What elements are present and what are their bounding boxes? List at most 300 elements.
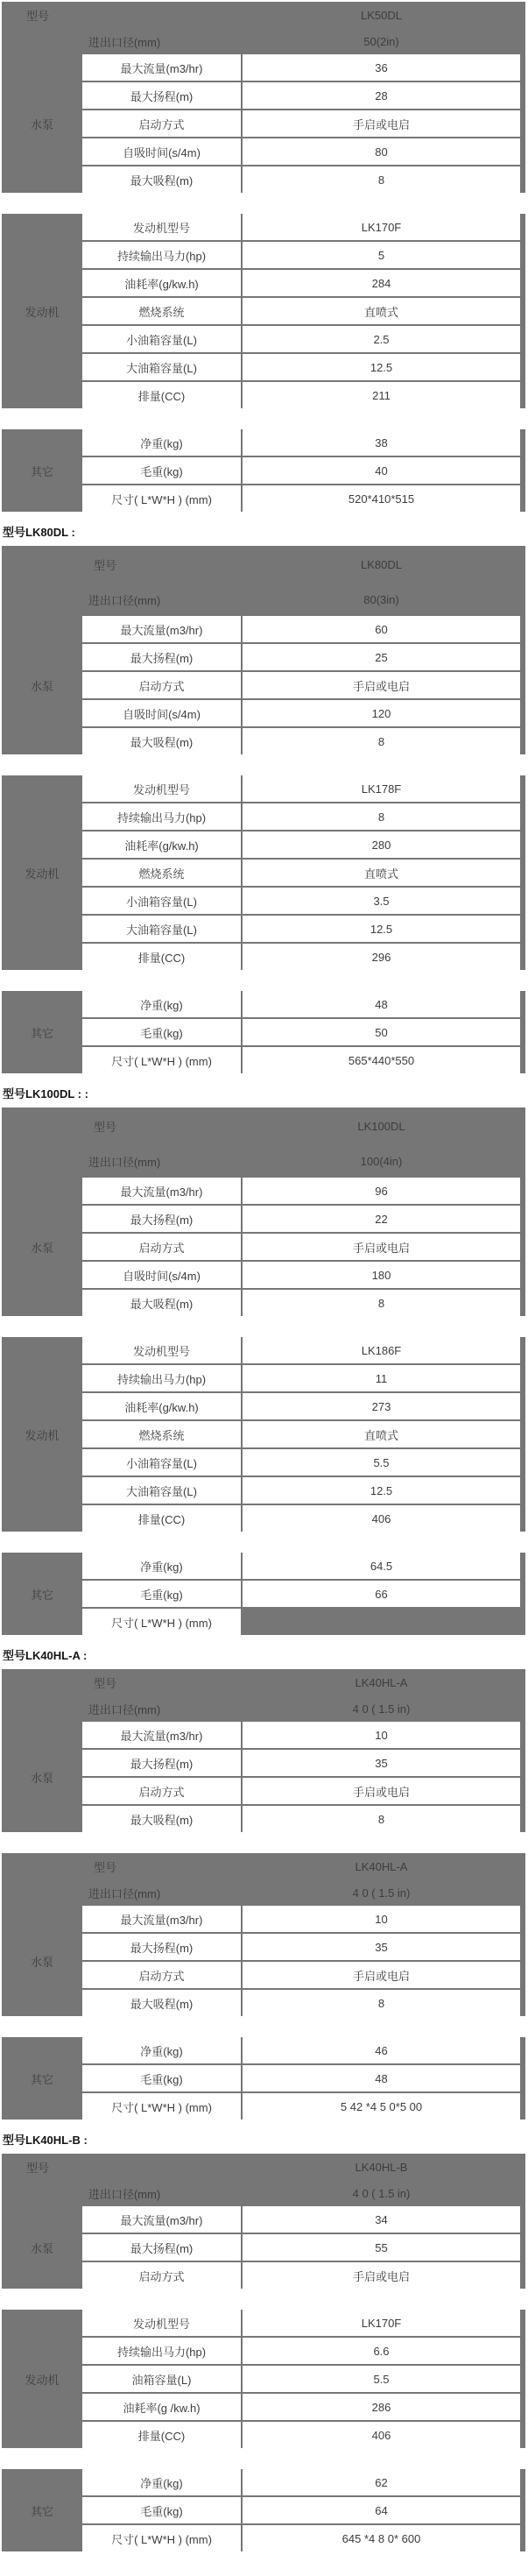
model-section — [2, 2, 525, 512]
spec-label: 毛重(kg) — [82, 2497, 241, 2523]
spec-label: 净重(kg) — [82, 2037, 241, 2063]
model-label: 型号 — [26, 9, 50, 23]
spec-value: 手启或电启 — [243, 1234, 520, 1260]
spec-value — [243, 1609, 520, 1635]
group-label-cell — [2, 1337, 82, 1532]
spec-value: 直喷式 — [243, 1421, 520, 1447]
spec-value: 5 — [243, 242, 520, 268]
spec-rows — [82, 616, 520, 754]
spec-label: 最大扬程(m) — [82, 1206, 241, 1232]
spec-row — [82, 1393, 520, 1419]
port-size-label: 进出口径(mm) — [88, 1886, 161, 1900]
model-label: 型号 — [94, 1120, 117, 1134]
spec-row — [82, 242, 520, 268]
spec-value: LK186F — [243, 1337, 520, 1363]
spec-label: 毛重(kg) — [82, 1019, 241, 1045]
spec-row — [82, 1806, 520, 1832]
spec-table — [2, 2154, 525, 2289]
spec-value: 406 — [243, 1505, 520, 1532]
model-label: 型号 — [94, 1860, 117, 1874]
spec-row — [82, 1477, 520, 1504]
table-body — [2, 1178, 520, 1316]
spec-value: 34 — [243, 2206, 520, 2233]
spec-row — [82, 1778, 520, 1804]
spec-label: 发动机型号 — [82, 775, 241, 802]
spec-rows — [82, 2037, 520, 2120]
spec-row — [82, 775, 520, 802]
spec-row — [82, 860, 520, 886]
spec-value: 35 — [243, 1934, 520, 1960]
model-row — [2, 1853, 520, 1879]
spec-value: 10 — [243, 1722, 520, 1748]
spec-row — [82, 2338, 520, 2364]
spec-row — [82, 803, 520, 830]
model-value: LK40HL-B — [355, 2160, 408, 2174]
spec-row — [82, 1934, 520, 1960]
spec-label: 启动方式 — [82, 1778, 241, 1804]
spec-value: 66 — [243, 1581, 520, 1607]
spec-row — [82, 672, 520, 698]
group-label-cell — [2, 2206, 82, 2289]
spec-table — [2, 1337, 525, 1532]
spec-value: 12.5 — [243, 1477, 520, 1504]
spec-row — [82, 2065, 520, 2091]
spec-value: 60 — [243, 616, 520, 642]
spec-row — [82, 2262, 520, 2289]
spec-label: 启动方式 — [82, 1234, 241, 1260]
spec-label: 小油箱容量(L) — [82, 326, 241, 352]
table-body — [2, 2037, 520, 2120]
spec-row — [82, 916, 520, 942]
spec-row — [82, 2497, 520, 2523]
spec-label: 燃烧系统 — [82, 860, 241, 886]
spec-value: 5.5 — [243, 2366, 520, 2392]
spec-label: 启动方式 — [82, 1962, 241, 1988]
spec-label: 大油箱容量(L) — [82, 916, 241, 942]
spec-row — [82, 1962, 520, 1988]
spec-row — [82, 728, 520, 754]
spec-value: 48 — [243, 2065, 520, 2091]
spec-value: 48 — [243, 991, 520, 1017]
spec-value: LK170F — [243, 2310, 520, 2336]
model-section — [2, 1649, 525, 2120]
group-label-cell — [2, 991, 82, 1073]
spec-label: 净重(kg) — [82, 1553, 241, 1579]
group-label-cell — [2, 2469, 82, 2551]
spec-table — [2, 2, 525, 193]
port-size-label: 进出口径(mm) — [88, 1155, 161, 1169]
spec-table — [2, 1553, 525, 1635]
spec-table — [2, 1108, 525, 1316]
table-body — [2, 1337, 520, 1532]
spec-label: 最大扬程(m) — [82, 82, 241, 109]
spec-label: 燃烧系统 — [82, 298, 241, 324]
spec-row — [82, 1262, 520, 1288]
group-label: 水泵 — [30, 117, 53, 131]
spec-row — [82, 1505, 520, 1532]
spec-value: 手启或电启 — [243, 2262, 520, 2289]
group-label-cell — [2, 429, 82, 512]
table-body — [2, 1722, 520, 1832]
spec-value: 8 — [243, 1290, 520, 1316]
spec-label: 尺寸( L*W*H ) (mm) — [82, 485, 241, 512]
section-heading: 型号LK40HL-B : — [3, 2134, 88, 2147]
spec-row — [82, 457, 520, 484]
spec-row — [82, 1722, 520, 1748]
spec-label: 自吸时间(s/4m) — [82, 700, 241, 726]
spec-value: 35 — [243, 1750, 520, 1776]
spec-row — [82, 354, 520, 380]
spec-value: 40 — [243, 457, 520, 484]
port-size-row — [2, 2180, 520, 2206]
spec-label: 油耗率(g/kw.h) — [82, 270, 241, 296]
port-size-row — [2, 583, 520, 616]
spec-label: 最大扬程(m) — [82, 644, 241, 670]
spec-label: 排量(CC) — [82, 382, 241, 408]
spec-label: 最大吸程(m) — [82, 728, 241, 754]
spec-label: 自吸时间(s/4m) — [82, 138, 241, 165]
spec-table — [2, 2469, 525, 2551]
spec-row — [82, 1553, 520, 1579]
spec-label: 油耗率(g /kw.h) — [82, 2394, 241, 2420]
group-label-cell — [2, 54, 82, 193]
spec-value: 62 — [243, 2469, 520, 2495]
spec-table — [2, 2310, 525, 2448]
spec-value: 12.5 — [243, 916, 520, 942]
spec-label: 最大吸程(m) — [82, 1290, 241, 1316]
model-section — [2, 1087, 525, 1635]
group-label-cell — [2, 1553, 82, 1635]
spec-value: 286 — [243, 2394, 520, 2420]
port-size-label: 进出口径(mm) — [88, 2187, 161, 2201]
spec-row — [82, 888, 520, 914]
spec-table — [2, 991, 525, 1073]
group-label-cell — [2, 616, 82, 754]
port-size-row — [2, 28, 520, 54]
table-body — [2, 2310, 520, 2448]
port-size-value: 50(2in) — [363, 34, 399, 48]
spec-value: 22 — [243, 1206, 520, 1232]
spec-value: 8 — [243, 1990, 520, 2016]
spec-rows — [82, 2469, 520, 2551]
spec-row — [82, 1290, 520, 1316]
spec-label: 启动方式 — [82, 2262, 241, 2289]
spec-row — [82, 1178, 520, 1204]
spec-value: 565*440*550 — [243, 1047, 520, 1073]
spec-label: 油耗率(g/kw.h) — [82, 1393, 241, 1419]
spec-label: 净重(kg) — [82, 2469, 241, 2495]
spec-value: LK178F — [243, 775, 520, 802]
spec-row — [82, 616, 520, 642]
spec-value: 5 42 *4 5 0*5 00 — [243, 2093, 520, 2120]
spec-row — [82, 1206, 520, 1232]
spec-table — [2, 214, 525, 408]
group-label: 水泵 — [30, 1771, 53, 1785]
spec-row — [82, 1449, 520, 1476]
model-value: LK40HL-A — [355, 1675, 408, 1689]
port-size-label: 进出口径(mm) — [88, 35, 161, 49]
spec-row — [82, 54, 520, 81]
spec-label: 排量(CC) — [82, 944, 241, 970]
spec-row — [82, 82, 520, 109]
group-label-cell — [2, 2037, 82, 2120]
spec-value: 296 — [243, 944, 520, 970]
spec-row — [82, 270, 520, 296]
spec-value: 38 — [243, 429, 520, 456]
spec-rows — [82, 214, 520, 408]
spec-row — [82, 1906, 520, 1932]
port-size-row — [2, 1144, 520, 1178]
spec-value: 直喷式 — [243, 860, 520, 886]
spec-label: 最大流量(m3/hr) — [82, 1906, 241, 1932]
spec-row — [82, 382, 520, 408]
spec-label: 油箱容量(L) — [82, 2366, 241, 2392]
spec-row — [82, 991, 520, 1017]
spec-row — [82, 832, 520, 858]
spec-value: 手启或电启 — [243, 110, 520, 137]
spec-row — [82, 2093, 520, 2120]
section-heading: 型号LK80DL : — [3, 526, 75, 539]
spec-table — [2, 1853, 525, 2016]
spec-label: 毛重(kg) — [82, 1581, 241, 1607]
spec-row — [82, 429, 520, 456]
group-label: 水泵 — [30, 1241, 53, 1255]
spec-value: 645 *4 8 0* 600 — [243, 2525, 520, 2551]
spec-label: 发动机型号 — [82, 1337, 241, 1363]
spec-row — [82, 2310, 520, 2336]
spec-value: 211 — [243, 382, 520, 408]
model-row — [2, 2154, 520, 2180]
spec-value: 直喷式 — [243, 298, 520, 324]
spec-label: 最大流量(m3/hr) — [82, 1722, 241, 1748]
spec-row — [82, 1421, 520, 1447]
spec-row — [82, 1750, 520, 1776]
spec-label: 最大流量(m3/hr) — [82, 1178, 241, 1204]
spec-value: 6.6 — [243, 2338, 520, 2364]
group-label: 其它 — [30, 2072, 53, 2086]
spec-value: 96 — [243, 1178, 520, 1204]
spec-rows — [82, 2310, 520, 2448]
spec-value: 64.5 — [243, 1553, 520, 1579]
port-size-value: 4 0 ( 1.5 in) — [352, 2186, 411, 2200]
spec-rows — [82, 1178, 520, 1316]
spec-label: 启动方式 — [82, 110, 241, 137]
spec-value: 11 — [243, 1365, 520, 1391]
table-body — [2, 1906, 520, 2016]
spec-value: 520*410*515 — [243, 485, 520, 512]
spec-label: 发动机型号 — [82, 214, 241, 240]
spec-value: 8 — [243, 728, 520, 754]
spec-label: 尺寸( L*W*H ) (mm) — [82, 2093, 241, 2120]
spec-row — [82, 214, 520, 240]
spec-rows — [82, 429, 520, 512]
spec-row — [82, 166, 520, 193]
spec-row — [82, 1365, 520, 1391]
model-label: 型号 — [94, 1676, 117, 1690]
spec-rows — [82, 1906, 520, 2016]
group-label-cell — [2, 1906, 82, 2016]
spec-label: 大油箱容量(L) — [82, 1477, 241, 1504]
spec-label: 最大流量(m3/hr) — [82, 2206, 241, 2233]
spec-label: 最大吸程(m) — [82, 166, 241, 193]
table-body — [2, 616, 520, 754]
spec-row — [82, 298, 520, 324]
spec-label: 毛重(kg) — [82, 2065, 241, 2091]
group-label: 其它 — [30, 2504, 53, 2518]
port-size-value: 4 0 ( 1.5 in) — [352, 1702, 411, 1716]
spec-value: 46 — [243, 2037, 520, 2063]
table-body — [2, 2469, 520, 2551]
group-label: 发动机 — [25, 1428, 60, 1442]
spec-row — [82, 700, 520, 726]
spec-row — [82, 644, 520, 670]
spec-row — [82, 1047, 520, 1073]
port-size-label: 进出口径(mm) — [88, 1702, 161, 1716]
table-body — [2, 214, 520, 408]
model-section — [2, 526, 525, 1073]
spec-label: 持续输出马力(hp) — [82, 242, 241, 268]
spec-label: 启动方式 — [82, 672, 241, 698]
spec-label: 发动机型号 — [82, 2310, 241, 2336]
spec-label: 最大流量(m3/hr) — [82, 54, 241, 81]
spec-label: 尺寸( L*W*H ) (mm) — [82, 1609, 241, 1635]
model-value: LK50DL — [361, 8, 402, 22]
group-label-cell — [2, 2310, 82, 2448]
spec-value: 手启或电启 — [243, 1778, 520, 1804]
spec-value: 55 — [243, 2234, 520, 2261]
model-value: LK40HL-A — [355, 1859, 408, 1873]
spec-table — [2, 546, 525, 754]
table-body — [2, 991, 520, 1073]
spec-label: 净重(kg) — [82, 429, 241, 456]
group-label-cell — [2, 214, 82, 408]
port-size-value: 80(3in) — [363, 592, 399, 606]
spec-table — [2, 1669, 525, 1832]
group-label: 其它 — [30, 1026, 53, 1040]
spec-value: 280 — [243, 832, 520, 858]
spec-label: 持续输出马力(hp) — [82, 1365, 241, 1391]
model-row — [2, 1108, 520, 1144]
table-body — [2, 1553, 520, 1635]
spec-value: 5.5 — [243, 1449, 520, 1476]
spec-row — [82, 1234, 520, 1260]
group-label: 发动机 — [25, 867, 60, 881]
spec-row — [82, 2394, 520, 2420]
group-label-cell — [2, 1178, 82, 1316]
port-size-row — [2, 1879, 520, 1906]
model-value: LK100DL — [357, 1119, 405, 1133]
spec-value: 手启或电启 — [243, 672, 520, 698]
spec-table — [2, 2037, 525, 2120]
spec-value: 120 — [243, 700, 520, 726]
group-label: 水泵 — [30, 2241, 53, 2255]
spec-label: 持续输出马力(hp) — [82, 2338, 241, 2364]
spec-label: 最大扬程(m) — [82, 2234, 241, 2261]
spec-label: 自吸时间(s/4m) — [82, 1262, 241, 1288]
spec-value: 273 — [243, 1393, 520, 1419]
spec-value: 12.5 — [243, 354, 520, 380]
spec-value: 406 — [243, 2422, 520, 2448]
spec-row — [82, 2366, 520, 2392]
model-row — [2, 1669, 520, 1695]
spec-row — [82, 1581, 520, 1607]
table-body — [2, 775, 520, 970]
spec-row — [82, 1609, 520, 1635]
spec-rows — [82, 1337, 520, 1532]
section-heading: 型号LK100DL : : — [3, 1087, 88, 1100]
spec-label: 毛重(kg) — [82, 457, 241, 484]
group-label: 发动机 — [25, 2373, 60, 2387]
spec-row — [82, 1990, 520, 2016]
model-section — [2, 2134, 525, 2551]
spec-label: 净重(kg) — [82, 991, 241, 1017]
spec-table — [2, 429, 525, 512]
spec-value: 64 — [243, 2497, 520, 2523]
table-body — [2, 2206, 520, 2289]
spec-label: 持续输出马力(hp) — [82, 803, 241, 830]
spec-row — [82, 1337, 520, 1363]
group-label: 其它 — [30, 464, 53, 478]
spec-label: 最大吸程(m) — [82, 1990, 241, 2016]
group-label: 水泵 — [30, 1955, 53, 1969]
spec-row — [82, 326, 520, 352]
spec-label: 排量(CC) — [82, 2422, 241, 2448]
spec-label: 油耗率(g/kw.h) — [82, 832, 241, 858]
spec-value: 180 — [243, 1262, 520, 1288]
spec-value: 8 — [243, 166, 520, 193]
group-label: 发动机 — [25, 305, 60, 319]
spec-label: 小油箱容量(L) — [82, 1449, 241, 1476]
group-label: 其它 — [30, 1588, 53, 1602]
spec-row — [82, 485, 520, 512]
spec-rows — [82, 991, 520, 1073]
port-size-label: 进出口径(mm) — [88, 593, 161, 607]
spec-label: 大油箱容量(L) — [82, 354, 241, 380]
spec-row — [82, 1019, 520, 1045]
model-label: 型号 — [94, 558, 117, 572]
spec-row — [82, 2525, 520, 2551]
spec-label: 尺寸( L*W*H ) (mm) — [82, 2525, 241, 2551]
spec-label: 最大流量(m3/hr) — [82, 616, 241, 642]
spec-label: 尺寸( L*W*H ) (mm) — [82, 1047, 241, 1073]
port-size-row — [2, 1695, 520, 1722]
spec-label: 排量(CC) — [82, 1505, 241, 1532]
spec-value: 手启或电启 — [243, 1962, 520, 1988]
spec-value: LK170F — [243, 214, 520, 240]
spec-row — [82, 110, 520, 137]
spec-label: 燃烧系统 — [82, 1421, 241, 1447]
spec-value: 36 — [243, 54, 520, 81]
model-value: LK80DL — [361, 557, 402, 571]
spec-value: 25 — [243, 644, 520, 670]
section-heading: 型号LK40HL-A : — [3, 1649, 88, 1662]
spec-label: 小油箱容量(L) — [82, 888, 241, 914]
spec-row — [82, 2206, 520, 2233]
spec-table — [2, 775, 525, 970]
spec-rows — [82, 54, 520, 193]
table-body — [2, 54, 520, 193]
port-size-value: 4 0 ( 1.5 in) — [352, 1886, 411, 1900]
spec-label: 最大扬程(m) — [82, 1750, 241, 1776]
spec-row — [82, 138, 520, 165]
group-label-cell — [2, 1722, 82, 1832]
spec-row — [82, 2422, 520, 2448]
spec-row — [82, 2234, 520, 2261]
port-size-value: 100(4in) — [360, 1154, 403, 1168]
spec-value: 8 — [243, 1806, 520, 1832]
spec-row — [82, 2037, 520, 2063]
spec-rows — [82, 2206, 520, 2289]
